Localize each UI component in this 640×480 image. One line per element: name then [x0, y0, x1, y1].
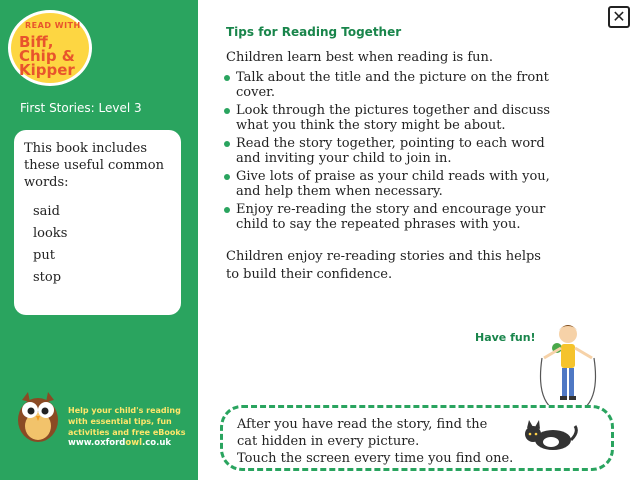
bullet-icon	[224, 207, 230, 213]
common-word: said	[33, 204, 60, 219]
owl-mascot-icon	[8, 384, 68, 444]
logo-line-2: Chip &	[19, 47, 75, 65]
tips-list	[224, 70, 554, 235]
cat-instruction-line: cat hidden in every picture.	[237, 434, 420, 449]
tips-intro: Children learn best when reading is fun.	[226, 50, 494, 65]
url-highlight: owl	[125, 438, 142, 448]
bullet-icon	[224, 141, 230, 147]
cat-instruction-line: Touch the screen every time you find one.	[237, 451, 514, 466]
tip-item	[224, 169, 554, 199]
cat-icon	[519, 416, 579, 452]
sidebar	[0, 0, 198, 480]
tip-item	[224, 70, 554, 100]
logo-top-text: READ WITH	[25, 21, 81, 30]
closing-text: Children enjoy re-reading stories and this helps to build their confidence.	[226, 249, 541, 282]
common-word: put	[33, 248, 55, 263]
biff-chip-kipper-logo	[8, 10, 92, 86]
skipping-child-icon	[534, 318, 602, 414]
oxford-owl-link[interactable]	[68, 438, 198, 449]
common-words-panel	[14, 130, 181, 315]
tip-item	[224, 136, 554, 166]
common-word: stop	[33, 270, 62, 285]
oxford-owl-promo	[68, 405, 198, 449]
tip-text: Give lots of praise as your child reads with you, and help them when necessary.	[236, 169, 550, 199]
logo-line-3: Kipper	[19, 61, 75, 79]
cat-instruction-line: After you have read the story, find the	[237, 417, 488, 432]
tips-title: Tips for Reading Together	[226, 25, 402, 39]
tip-item	[224, 103, 554, 133]
tip-text: Talk about the title and the picture on the front cover.	[236, 70, 549, 100]
url-suffix: .co.uk	[142, 438, 172, 448]
tip-text: Look through the pictures together and discuss what you think the story might be about.	[236, 103, 551, 133]
main-content	[198, 0, 640, 480]
bullet-icon	[224, 108, 230, 114]
logo-name	[19, 35, 97, 77]
tip-text: Read the story together, pointing to each word and inviting your child to join in.	[236, 136, 545, 166]
tip-item	[224, 202, 554, 232]
close-button[interactable]: ✕	[608, 6, 630, 28]
bullet-icon	[224, 174, 230, 180]
level-label: First Stories: Level 3	[20, 101, 142, 115]
common-words-intro: This book includes these useful common words:	[24, 141, 164, 190]
bullet-icon	[224, 75, 230, 81]
promo-text: Help your child's reading with essential tips, fun activities and free eBooks	[68, 406, 186, 437]
find-the-cat-text	[237, 416, 537, 467]
have-fun-label: Have fun!	[475, 331, 536, 344]
find-the-cat-box	[220, 405, 614, 471]
tip-text: Enjoy re-reading the story and encourage your child to say the repeated phrases with you.	[236, 202, 546, 232]
common-word: looks	[33, 226, 68, 241]
url-prefix: www.oxford	[68, 438, 126, 448]
logo-line-1: Biff,	[19, 33, 54, 51]
